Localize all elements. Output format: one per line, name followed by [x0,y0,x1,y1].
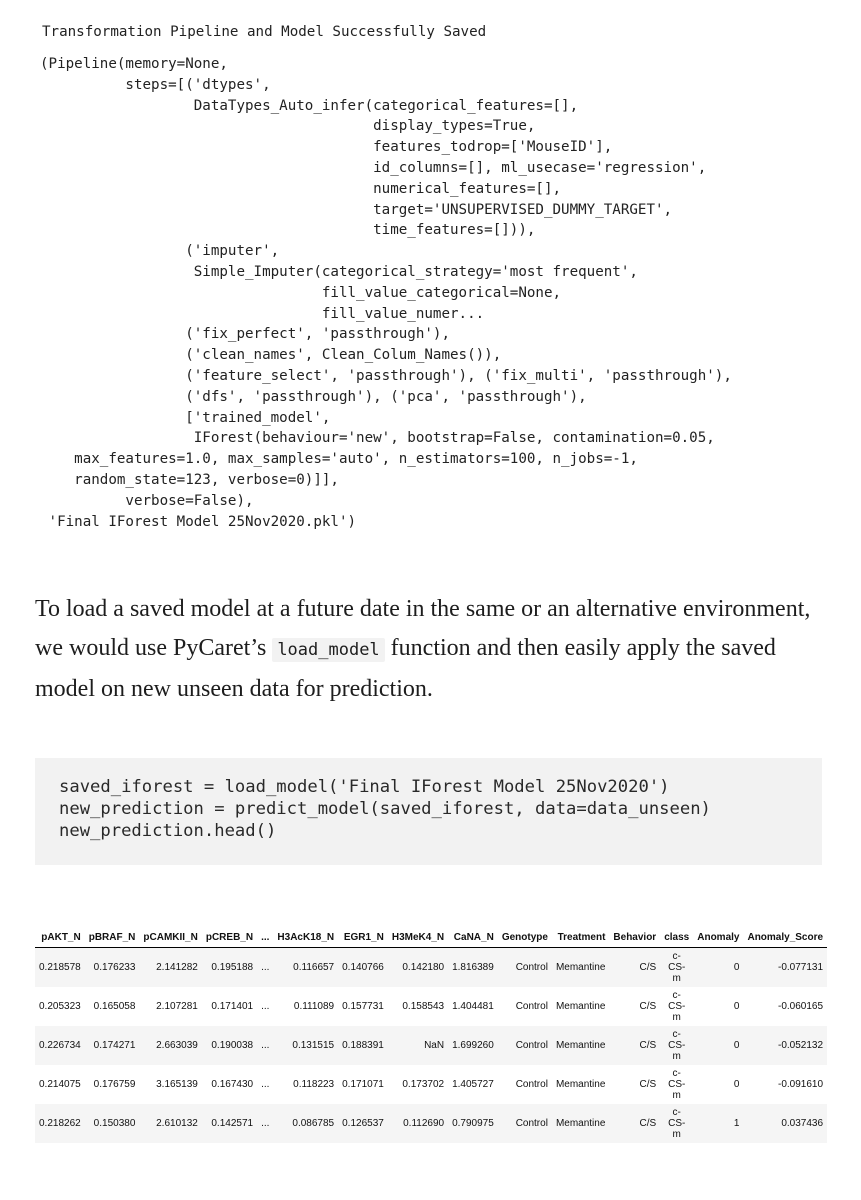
class-part: CS- [668,1040,686,1051]
table-cell: 0 [733,1001,740,1012]
code-line: saved_iforest = load_model('Final IForest Model 25Nov2020') [59,777,670,797]
table-cell: 0.131515 [292,1040,335,1051]
code-line: ['trained_model', [40,409,331,426]
class-part: CS- [668,1118,686,1129]
table-cell: 2.141282 [156,962,198,973]
table-cell: 0.150380 [93,1118,136,1129]
code-line: new_prediction.head() [59,821,277,841]
column-header: H3MeK4_N [388,928,448,948]
table-cell: 0.790975 [452,1118,494,1129]
table-cell: 2.663039 [156,1040,198,1051]
code-line: new_prediction = predict_model(saved_iforest, data=data_unseen) [59,799,711,819]
table-cell: ... [261,1040,270,1051]
table-cell: 0.176759 [93,1079,136,1090]
table-row [35,987,827,1026]
table-cell: 1.816389 [452,962,494,973]
table-cell: C/S [639,962,657,973]
table-cell: 0.214075 [39,1079,81,1090]
code-line: ('clean_names', Clean_Colum_Names()), [40,347,502,364]
table-cell: 0.188391 [342,1040,384,1051]
paragraph-text: function and then easily apply the saved model on new unseen data for prediction. [35,635,776,702]
code-line: ('feature_select', 'passthrough'), ('fix_multi', 'passthrough'), [40,367,732,384]
table-cell: 0.218578 [39,962,81,973]
code-block-content [59,776,822,842]
table-cell: 1.405727 [452,1079,494,1090]
code-line: verbose=False), [40,492,254,509]
code-line: time_features=[])), [40,222,536,239]
class-part: m [672,973,681,984]
class-part: CS- [668,1079,686,1090]
table-cell: 0.167430 [211,1079,254,1090]
code-line: ('dfs', 'passthrough'), ('pca', 'passthrough'), [40,388,587,405]
table-cell: C/S [639,1001,657,1012]
table-cell: 0.157731 [342,1001,384,1012]
table-cell: 0.142180 [402,962,445,973]
table-cell-class [660,1104,693,1143]
code-line: ('imputer', [40,243,280,260]
table-cell: NaN [424,1040,445,1051]
table-cell: -0.091610 [778,1079,824,1090]
class-part: m [672,1129,681,1140]
table-cell: 0.158543 [402,1001,445,1012]
table-cell: Memantine [555,1001,606,1012]
table-cell: 1.699260 [452,1040,494,1051]
table-cell-class [660,987,693,1026]
code-line: fill_value_numer... [40,305,485,322]
table-cell: 0.174271 [93,1040,136,1051]
table-cell: 0.176233 [93,962,136,973]
code-line: random_state=123, verbose=0)]], [40,471,339,488]
table-cell: 0.195188 [211,962,254,973]
pipeline-repr [40,54,822,532]
column-header: Anomaly_Score [743,928,827,948]
table-cell: 0.116657 [293,962,335,973]
column-header: pCAMKII_N [139,928,201,948]
code-line: Simple_Imputer(categorical_strategy='most frequent', [40,263,638,280]
class-part: c- [672,1068,681,1079]
class-part: CS- [668,962,686,973]
table-cell: 3.165139 [156,1079,198,1090]
table-cell: 0.190038 [211,1040,254,1051]
class-part: c- [672,951,681,962]
code-line: steps=[('dtypes', [40,76,271,93]
table-row [35,1104,827,1143]
class-part: c- [672,990,681,1001]
table-cell: ... [261,1079,270,1090]
table-cell: 0.126537 [342,1118,384,1129]
column-header: Anomaly [693,928,743,948]
table-cell: Memantine [555,1040,606,1051]
column-header: CaNA_N [448,928,498,948]
table-cell: C/S [639,1079,657,1090]
table-cell: Memantine [555,962,606,973]
column-header: Genotype [498,928,552,948]
code-line: DataTypes_Auto_infer(categorical_features=[], [40,97,579,114]
table-cell: 0.173702 [402,1079,445,1090]
table-cell: ... [261,1001,270,1012]
paragraph-text: To load a saved model at a future date in the same or an alternative environment, we would use PyCaret’s [35,596,811,661]
table-cell: Memantine [555,1079,606,1090]
table-cell: 0.171401 [211,1001,254,1012]
table-cell: 0.218262 [39,1118,81,1129]
column-header: class [660,928,693,948]
table-row [35,948,827,988]
table-cell: 0.037436 [781,1118,824,1129]
table-cell: 0.086785 [292,1118,335,1129]
table-cell-class [660,1026,693,1065]
table-cell: 0.226734 [39,1040,81,1051]
table-cell: 0.171071 [342,1079,384,1090]
class-part: m [672,1090,681,1101]
code-line: display_types=True, [40,118,536,135]
column-header: H3AcK18_N [273,928,338,948]
table-cell: -0.052132 [778,1040,824,1051]
table-cell: 0 [733,1079,740,1090]
column-header: pBRAF_N [85,928,140,948]
table-cell: 0.142571 [211,1118,254,1129]
table-cell: 0.205323 [39,1001,81,1012]
column-header: Behavior [609,928,660,948]
code-line: target='UNSUPERVISED_DUMMY_TARGET', [40,201,673,218]
table-cell: Control [515,1040,548,1051]
inline-code-load-model: load_model [272,638,384,662]
table-row [35,1065,827,1104]
table-cell-class [660,948,693,988]
class-part: c- [672,1107,681,1118]
code-line: features_todrop=['MouseID'], [40,139,613,156]
table-cell: ... [261,962,270,973]
table-row [35,1026,827,1065]
table-cell: 0 [733,962,740,973]
body-paragraph [35,590,825,709]
table-cell: C/S [639,1040,657,1051]
class-part: m [672,1051,681,1062]
column-header: ... [257,928,273,948]
code-block [35,758,822,865]
column-header: Treatment [552,928,609,948]
table-cell: C/S [639,1118,657,1129]
class-part: c- [672,1029,681,1040]
table-cell: 0.165058 [93,1001,136,1012]
code-line: ('fix_perfect', 'passthrough'), [40,326,450,343]
table-cell: 0.118223 [293,1079,335,1090]
code-line: max_features=1.0, max_samples='auto', n_estimators=100, n_jobs=-1, [40,451,638,468]
pipeline-output [42,22,822,532]
table-cell: 0.111089 [293,1001,335,1012]
dataframe-output [35,928,822,1143]
table-cell: ... [261,1118,270,1129]
table-header-row [35,928,827,948]
code-line: IForest(behaviour='new', bootstrap=False, contamination=0.05, [40,430,715,447]
table-cell: -0.077131 [778,962,824,973]
table-cell: Control [515,962,548,973]
table-cell-class [660,1065,693,1104]
class-part: m [672,1012,681,1023]
table-cell: 1.404481 [452,1001,494,1012]
table-cell: 0.112690 [403,1118,445,1129]
code-line: numerical_features=[], [40,180,562,197]
code-line: 'Final IForest Model 25Nov2020.pkl') [40,513,357,530]
table-cell: 0 [733,1040,740,1051]
table-cell: Control [515,1001,548,1012]
column-header: pAKT_N [35,928,85,948]
table-cell: 1 [733,1118,740,1129]
table-cell: 2.610132 [156,1118,198,1129]
table-cell: Memantine [555,1118,606,1129]
code-line: id_columns=[], ml_usecase='regression', [40,159,707,176]
code-line: (Pipeline(memory=None, [40,56,228,72]
column-header: EGR1_N [338,928,388,948]
table-cell: 0.140766 [342,962,384,973]
table-cell: Control [515,1079,548,1090]
table-cell: -0.060165 [778,1001,824,1012]
class-part: CS- [668,1001,686,1012]
table-cell: Control [515,1118,548,1129]
prediction-table [35,928,827,1143]
output-title: Transformation Pipeline and Model Successfully Saved [42,24,487,40]
column-header: pCREB_N [202,928,257,948]
code-line: fill_value_categorical=None, [40,284,562,301]
table-cell: 2.107281 [156,1001,198,1012]
